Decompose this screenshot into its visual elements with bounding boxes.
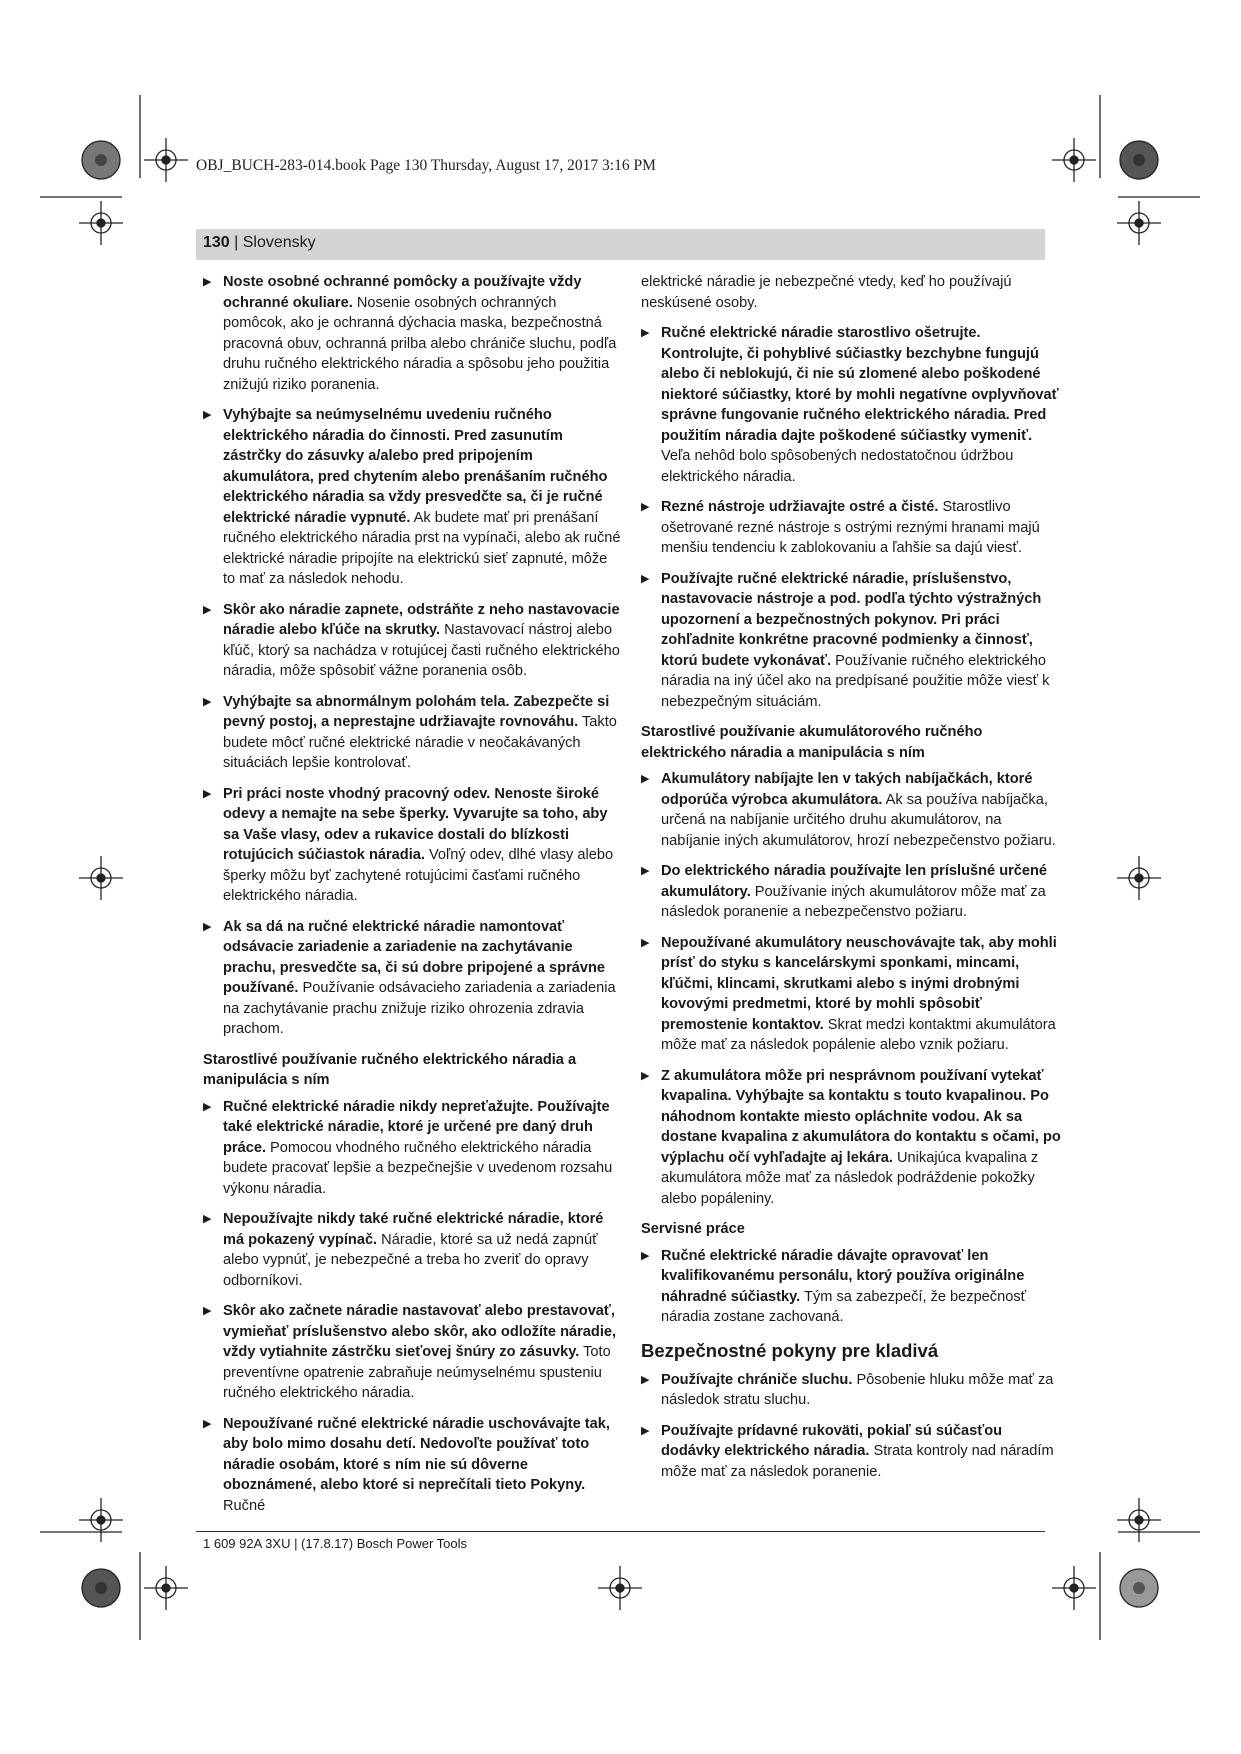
instruction-emphasis: Ručné elektrické náradie starostlivo ošetrujte. Kontrolujte, či pohyblivé súčiastky bezchybne fungujú alebo či neblokujú, či nie sú zlomené alebo poškodené niektoré súčiastky, ktoré by mohli negatívne ovplyvňovať správne fungovanie ručného elektrického náradia. Pred použitím náradia dajte poškodené súčiastky vymeniť.	[661, 325, 1059, 444]
bullet-triangle-icon: ▶	[203, 409, 212, 421]
instruction-explanation: Voľný odev, dlhé vlasy alebo šperky môžu byť zachytené rotujúcimi časťami ručného elektrického náradia.	[223, 847, 614, 904]
bullet-triangle-icon: ▶	[641, 1424, 650, 1437]
left-column	[203, 272, 621, 1526]
bullet-triangle-icon: ▶	[203, 1417, 212, 1430]
instruction-emphasis: Používajte ručné elektrické náradie, príslušenstvo, nastavovacie nástroje a pod. podľa týchto výstražných upozornení a bezpečnostných pokynov. Pri práci zohľadnite konkrétne pracovné podmienky a činnosť, ktorú budete vykonávať.	[661, 570, 1042, 669]
subheading-battery-tool-use: Starostlivé používanie akumulátorového ručného elektrického náradia a manipulácia s ním	[641, 724, 983, 761]
bullet-triangle-icon: ▶	[203, 276, 212, 288]
safety-instruction-item	[641, 569, 1061, 713]
page-number: 130	[203, 234, 230, 251]
bullet-triangle-icon: ▶	[641, 327, 650, 339]
instruction-emphasis: Vyhýbajte sa abnormálnym polohám tela. Zabezpečte si pevný postoj, a neprestajne udržiavajte rovnováhu.	[223, 693, 610, 730]
instruction-emphasis: Skôr ako začnete náradie nastavovať alebo prestavovať, vymieňať príslušenstvo alebo skôr, ako odložíte náradie, vždy vytiahnite zástrčku sieťovej šnúry zo zásuvky.	[223, 1303, 617, 1360]
instruction-explanation: Nosenie osobných ochranných pomôcok, ako je ochranná dýchacia maska, bezpečnostná pracovná obuv, ochranná prilba alebo chrániče sluchu, podľa druhu ručného elektrického náradia a spôsobu jeho použitia znižujú riziko poranenia.	[223, 294, 617, 393]
instruction-explanation: Toto preventívne opatrenie zabraňuje neúmyselnému spusteniu ručného elektrického náradia.	[223, 1344, 611, 1401]
safety-instruction-item	[641, 933, 1061, 1056]
safety-instruction-item	[641, 1421, 1061, 1483]
instruction-explanation: Strata kontroly nad náradím môže mať za následok poranenie.	[661, 1443, 1054, 1480]
safety-instruction-item	[203, 272, 621, 395]
header-separator: |	[229, 234, 243, 251]
bullet-triangle-icon: ▶	[203, 920, 212, 933]
safety-instruction-item	[203, 600, 621, 682]
safety-instruction-item	[203, 1097, 621, 1200]
subheading-tool-use: Starostlivé používanie ručného elektrického náradia a manipulácia s ním	[203, 1051, 577, 1088]
bullet-triangle-icon: ▶	[641, 1249, 650, 1262]
instruction-emphasis: Rezné nástroje udržiavajte ostré a čisté.	[661, 499, 939, 515]
safety-instruction-item	[641, 769, 1061, 851]
instruction-explanation: Veľa nehôd bolo spôsobených nedostatočnou údržbou elektrického náradia.	[661, 448, 1014, 485]
safety-instruction-item	[203, 1414, 621, 1517]
instruction-emphasis: Z akumulátora môže pri nesprávnom používaní vytekať kvapalina. Vyhýbajte sa kontaktu s touto kvapalinou. Po náhodnom kontakte miesto opláchnite vodou. Ak sa dostane kvapalina z akumulátora do kontaktu s očami, po výplachu očí vyhľadajte aj lekára.	[661, 1067, 1061, 1166]
safety-instruction-item	[641, 861, 1061, 923]
instruction-emphasis: Akumulátory nabíjajte len v takých nabíjačkách, ktoré odporúča výrobca akumulátora.	[661, 771, 1033, 808]
page-header	[203, 234, 316, 252]
section-title-hammer-safety: Bezpečnostné pokyny pre kladivá	[641, 1339, 939, 1361]
instruction-emphasis: Nepoužívané ručné elektrické náradie uschovávajte tak, aby bolo mimo dosahu detí. Nedovoľte používať toto náradie osobám, ktoré s ním nie sú dôverne oboznámené, alebo ktoré si neprečítali tieto Pokyny.	[223, 1415, 610, 1493]
bullet-triangle-icon: ▶	[641, 936, 650, 949]
bullet-triangle-icon: ▶	[203, 787, 212, 800]
bullet-triangle-icon: ▶	[203, 1213, 212, 1225]
bullet-triangle-icon: ▶	[203, 603, 212, 616]
instruction-explanation: Používanie ručného elektrického náradia na iný účel ako na predpísané použitie môže viesť k nebezpečným situáciám.	[661, 652, 1050, 710]
safety-instruction-item	[203, 1209, 621, 1291]
safety-instruction-item	[641, 323, 1061, 487]
header-language: Slovensky	[242, 234, 316, 251]
bullet-triangle-icon: ▶	[641, 1069, 650, 1082]
safety-instruction-item	[641, 1370, 1061, 1411]
instruction-explanation: Ručné	[223, 1497, 266, 1514]
instruction-explanation: Pôsobenie hluku môže mať za následok stratu sluchu.	[661, 1371, 1054, 1408]
safety-instruction-item	[203, 917, 621, 1040]
instruction-emphasis: Vyhýbajte sa neúmyselnému uvedeniu ručného elektrického náradia do činnosti. Pred zasunutím zástrčky do zásuvky a/alebo pred pripojením akumulátora, pred chytením alebo prenášaním ručného elektrického náradia sa vždy presvedčte sa, či je ručné elektrické náradie vypnuté.	[223, 407, 608, 526]
instruction-explanation: Unikajúca kvapalina z akumulátora môže mať za následok podráždenie pokožky alebo popáleniny.	[661, 1149, 1039, 1207]
footer-rule	[196, 1531, 1045, 1532]
bullet-triangle-icon: ▶	[641, 1373, 650, 1386]
bullet-triangle-icon: ▶	[203, 1305, 212, 1317]
bullet-triangle-icon: ▶	[641, 773, 650, 785]
safety-instruction-item	[203, 784, 621, 907]
subheading-service: Servisné práce	[641, 1221, 745, 1237]
instruction-emphasis: Ručné elektrické náradie nikdy nepreťažujte. Používajte také elektrické náradie, ktoré je určené pre daný druh práce.	[223, 1098, 610, 1156]
instruction-explanation: Nastavovací nástroj alebo kľúč, ktorý sa nachádza v rotujúcej časti ručného elektrického náradia, môže spôsobiť vážne poranenia osôb.	[223, 622, 620, 679]
instruction-emphasis: Noste osobné ochranné pomôcky a používajte vždy ochranné okuliare.	[223, 274, 582, 311]
instruction-emphasis: Používajte prídavné rukoväti, pokiaľ sú súčasťou dodávky elektrického náradia.	[661, 1422, 1003, 1459]
instruction-explanation: Náradie, ktoré sa už nedá zapnúť alebo vypnúť, je nebezpečné a treba ho zveriť do opravy odborníkovi.	[223, 1231, 598, 1289]
instruction-explanation: Pomocou vhodného ručného elektrického náradia budete pracovať lepšie a bezpečnejšie v uvedenom rozsahu výkonu náradia.	[223, 1139, 613, 1197]
right-column	[641, 272, 1061, 1492]
safety-instruction-item	[641, 1066, 1061, 1210]
instruction-explanation: Používanie iných akumulátorov môže mať za následok poranenie a nebezpečenstvo požiaru.	[661, 883, 1046, 920]
safety-instruction-item	[203, 1301, 621, 1404]
safety-instruction-item	[203, 405, 621, 590]
instruction-emphasis: Nepoužívajte nikdy také ručné elektrické náradie, ktoré má pokazený vypínač.	[223, 1211, 604, 1248]
footer: 1 609 92A 3XU | (17.8.17) Bosch Power Tools	[203, 1536, 468, 1551]
instruction-emphasis: Nepoužívané akumulátory neuschovávajte tak, aby mohli prísť do styku s kancelárskymi sponkami, mincami, kľúčmi, klincami, skrutkami alebo s inými drobnými kovovými predmetmi, ktoré by mohli spôsobiť premostenie kontaktov.	[661, 934, 1057, 1033]
bullet-triangle-icon: ▶	[203, 1100, 212, 1113]
instruction-explanation: Ak budete mať pri prenášaní ručného elektrického náradia prst na vypínači, alebo ak ručné elektrické náradie pripojíte na elektrickú sieť zapnuté, môže to mať za následok nehodu.	[223, 509, 621, 587]
instruction-emphasis: Do elektrického náradia používajte len príslušné určené akumulátory.	[661, 863, 1048, 900]
safety-instruction-item	[203, 692, 621, 774]
instruction-emphasis: Používajte chrániče sluchu.	[661, 1371, 853, 1388]
continued-text: elektrické náradie je nebezpečné vtedy, keď ho používajú neskúsené osoby.	[641, 274, 1012, 311]
safety-instruction-item	[641, 497, 1061, 559]
page-header-band	[196, 229, 1045, 260]
bullet-triangle-icon: ▶	[203, 695, 212, 708]
instruction-explanation: Takto budete môcť ručné elektrické náradie v neočakávaných situáciách lepšie kontrolovať.	[223, 714, 617, 771]
instruction-explanation: Skrat medzi kontaktmi akumulátora môže mať za následok popálenie alebo vznik požiaru.	[661, 1016, 1056, 1053]
instruction-emphasis: Ak sa dá na ručné elektrické náradie namontovať odsávacie zariadenie a zariadenie na zachytávanie prachu, presvedčte sa, či sú dobre pripojené a správne používané.	[223, 918, 606, 996]
bullet-triangle-icon: ▶	[641, 865, 650, 877]
instruction-explanation: Používanie odsávacieho zariadenia a zariadenia na zachytávanie prachu znižuje riziko ohrozenia zdravia prachom.	[223, 980, 616, 1037]
bullet-triangle-icon: ▶	[641, 501, 650, 513]
safety-instruction-item	[641, 1246, 1061, 1328]
instruction-explanation: Ak sa používa nabíjačka, určená na nabíjanie určitého druhu akumulátorov, na nabíjanie iných akumulátorov, hrozí nebezpečenstvo požiaru.	[661, 791, 1056, 849]
instruction-emphasis: Pri práci noste vhodný pracovný odev. Nenoste široké odevy a nemajte na sebe šperky. Vyvarujte sa toho, aby sa Vaše vlasy, odev a rukavice dostali do blízkosti rotujúcich súčiastok náradia.	[223, 785, 608, 863]
instruction-explanation: Tým sa zabezpečí, že bezpečnosť náradia zostane zachovaná.	[661, 1288, 1027, 1325]
print-slug: OBJ_BUCH-283-014.book Page 130 Thursday, August 17, 2017 3:16 PM	[196, 157, 656, 174]
instruction-emphasis: Ručné elektrické náradie dávajte opravovať len kvalifikovanému personálu, ktorý používa originálne náhradné súčiastky.	[661, 1247, 1025, 1305]
instruction-explanation: Starostlivo ošetrované rezné nástroje s ostrými reznými hranami majú menšiu tendenciu k zablokovaniu a ľahšie sa dajú viesť.	[661, 499, 1040, 556]
bullet-triangle-icon: ▶	[641, 572, 650, 585]
instruction-emphasis: Skôr ako náradie zapnete, odstráňte z neho nastavovacie náradie alebo kľúče na skrutky.	[223, 601, 620, 638]
